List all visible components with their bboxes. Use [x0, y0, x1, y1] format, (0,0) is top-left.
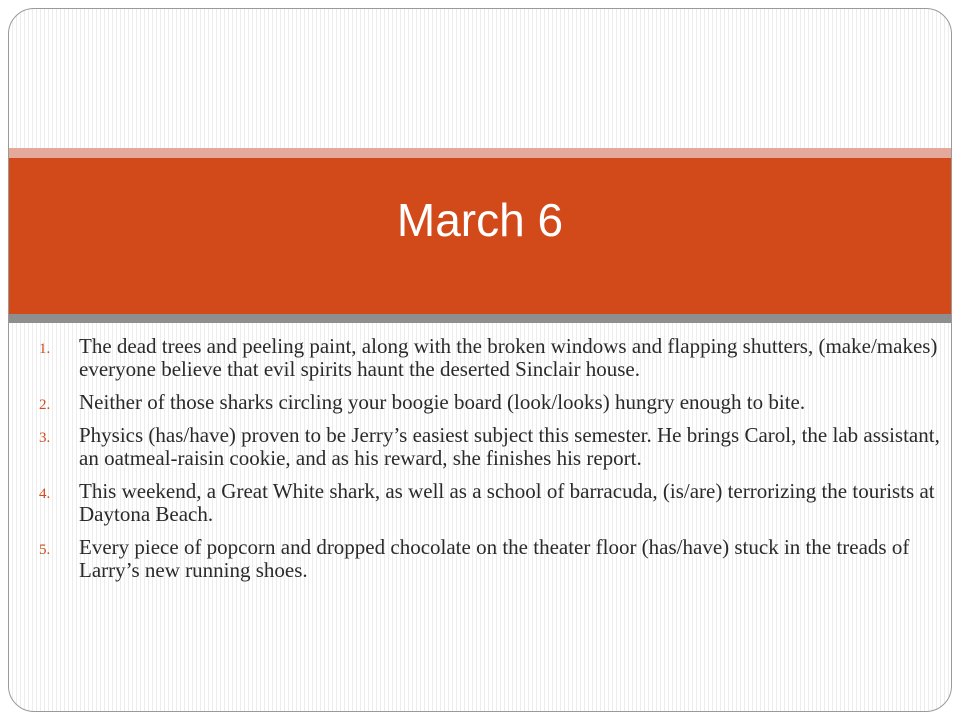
list-item-text: Physics (has/have) proven to be Jerry’s easiest subject this semester. He brings Carol, the lab assistant, an oatmeal-raisin cookie, and as his reward, she finishes his report.	[79, 423, 940, 470]
list-item-text: Every piece of popcorn and dropped chocolate on the theater floor (has/have) stuck in the treads of Larry’s new running shoes.	[79, 535, 910, 582]
list-item-number: 4.	[39, 486, 51, 502]
list-item-number: 3.	[39, 430, 51, 446]
list-item-number: 5.	[39, 542, 51, 558]
list-item	[39, 391, 951, 414]
list-item	[39, 536, 951, 582]
list-item	[39, 335, 951, 381]
list-item-text: Neither of those sharks circling your boogie board (look/looks) hungry enough to bite.	[79, 390, 806, 414]
list-item-number: 1.	[39, 341, 51, 357]
title-bottom-stripe	[9, 314, 951, 323]
list-item	[39, 480, 951, 526]
slide	[8, 8, 952, 712]
list-item-number: 2.	[39, 397, 51, 413]
slide-title: March 6	[396, 194, 564, 246]
list-item-text: This weekend, a Great White shark, as well as a school of barracuda, (is/are) terrorizing the tourists at Daytona Beach.	[79, 479, 935, 526]
numbered-list	[39, 335, 951, 592]
list-item-text: The dead trees and peeling paint, along with the broken windows and flapping shutters, (make/makes) everyone believe that evil spirits haunt the deserted Sinclair house.	[79, 334, 938, 381]
title-top-stripe	[9, 148, 951, 158]
list-item	[39, 424, 951, 470]
